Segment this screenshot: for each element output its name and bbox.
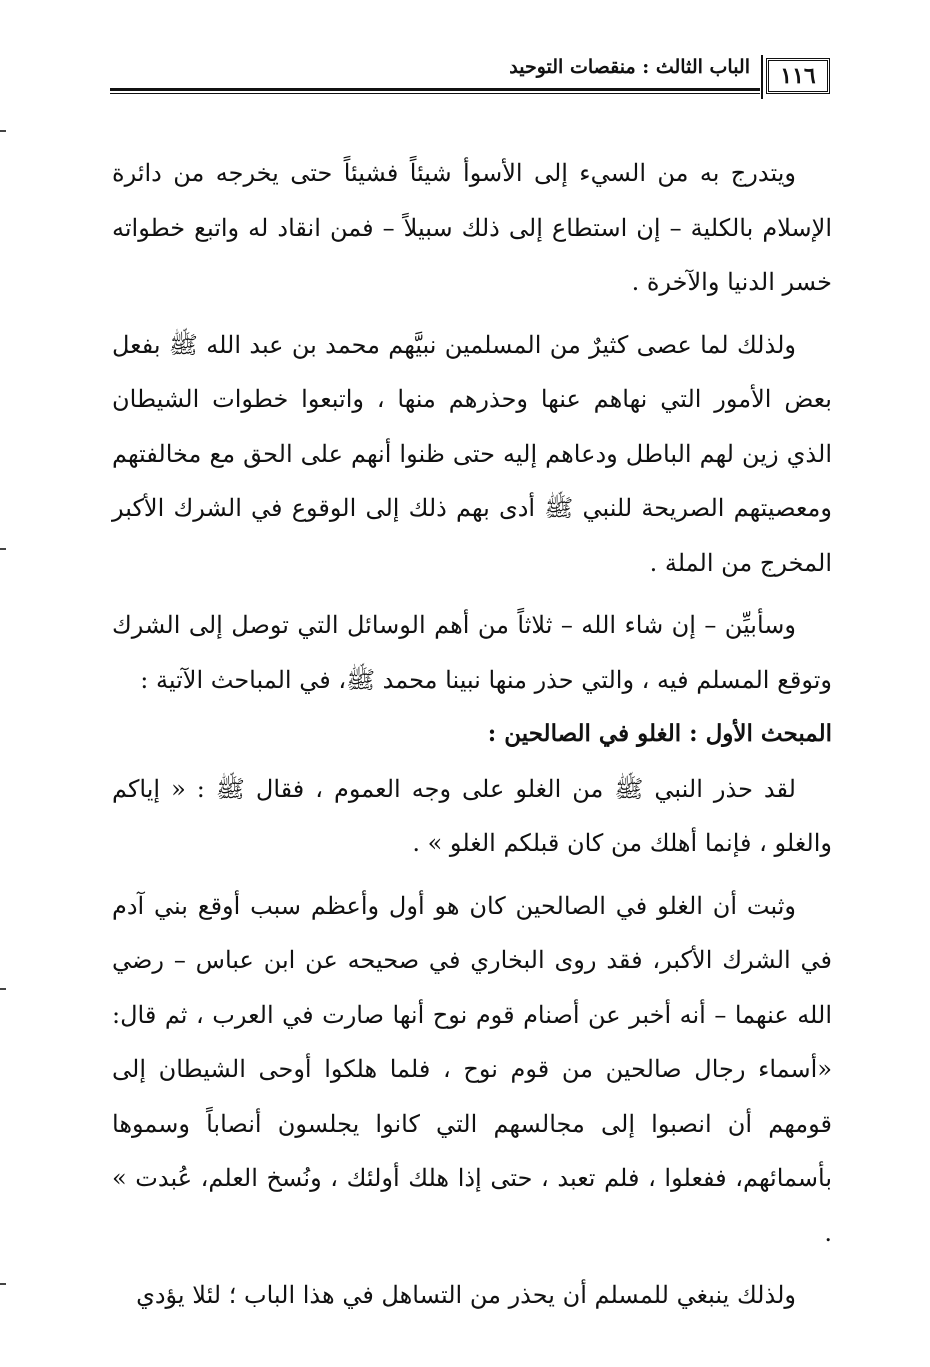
page-number: ١١٦ — [766, 58, 830, 94]
paragraph-2: ولذلك لما عصى كثيرٌ من المسلمين نبيَّهم محمد بن عبد الله ﷺ بفعل بعض الأمور التي نهاهم عنها وحذرهم منها ، واتبعوا خطوات الشيطان الذي زين لهم الباطل ودعاهم إليه حتى ظنوا أنهم على الحق مع مخالفتهم ومعصيتهم الصريحة للنبي ﷺ أدى بهم ذلك إلى الوقوع في الشرك الأكبر المخرج من الملة . — [112, 330, 832, 577]
paragraph-1: ويتدرج به من السيء إلى الأسوأ شيئاً فشيئاً حتى يخرجه من دائرة الإسلام بالكلية – إن استطاع إلى ذلك سبيلاً – فمن انقاد له واتبع خطواته خسر الدنيا والآخرة . — [112, 159, 832, 296]
header-rule-thick — [110, 88, 760, 91]
paragraph-4: لقد حذر النبي ﷺ من الغلو على وجه العموم ، فقال ﷺ : « إياكم والغلو ، فإنما أهلك من كان قبلكم الغلو » . — [112, 774, 832, 857]
paragraph-6: ولذلك ينبغي للمسلم أن يحذر من التساهل في هذا الباب ؛ لئلا يؤدي — [136, 1281, 796, 1309]
paragraph-3: وسأبيِّن – إن شاء الله – ثلاثاً من أهم الوسائل التي توصل إلى الشرك وتوقع المسلم فيه ، والتي حذر منها نبينا محمد ﷺ، في المباحث الآتية : — [112, 611, 832, 694]
scan-edge-mark — [0, 1283, 6, 1285]
scan-edge-mark — [0, 130, 6, 132]
section-heading: المبحث الأول : الغلو في الصالحين : — [487, 720, 832, 747]
running-title: الباب الثالث : منقصات التوحيد — [509, 56, 750, 78]
page-header — [110, 52, 830, 98]
page-body — [112, 146, 832, 1323]
paragraph-5: وثبت أن الغلو في الصالحين كان هو أول وأعظم سبب أوقع بني آدم في الشرك الأكبر، فقد روى البخاري في صحيحه عن ابن عباس – رضي الله عنهما – أنه أخبر عن أصنام قوم نوح أنها صارت في العرب ، ثم قال: «أسماء رجال صالحين من قوم نوح ، فلما هلكوا أوحى الشيطان إلى قومهم أن انصبوا إلى مجالسهم التي كانوا يجلسون أنصاباً وسموها بأسمائهم، ففعلوا ، فلم تعبد ، حتى إذا هلك أولئك ، ونُسخ العلم، عُبدت » . — [112, 891, 832, 1247]
header-rule-thin — [110, 93, 760, 94]
scan-edge-mark — [0, 548, 6, 550]
scan-edge-mark — [0, 988, 6, 990]
